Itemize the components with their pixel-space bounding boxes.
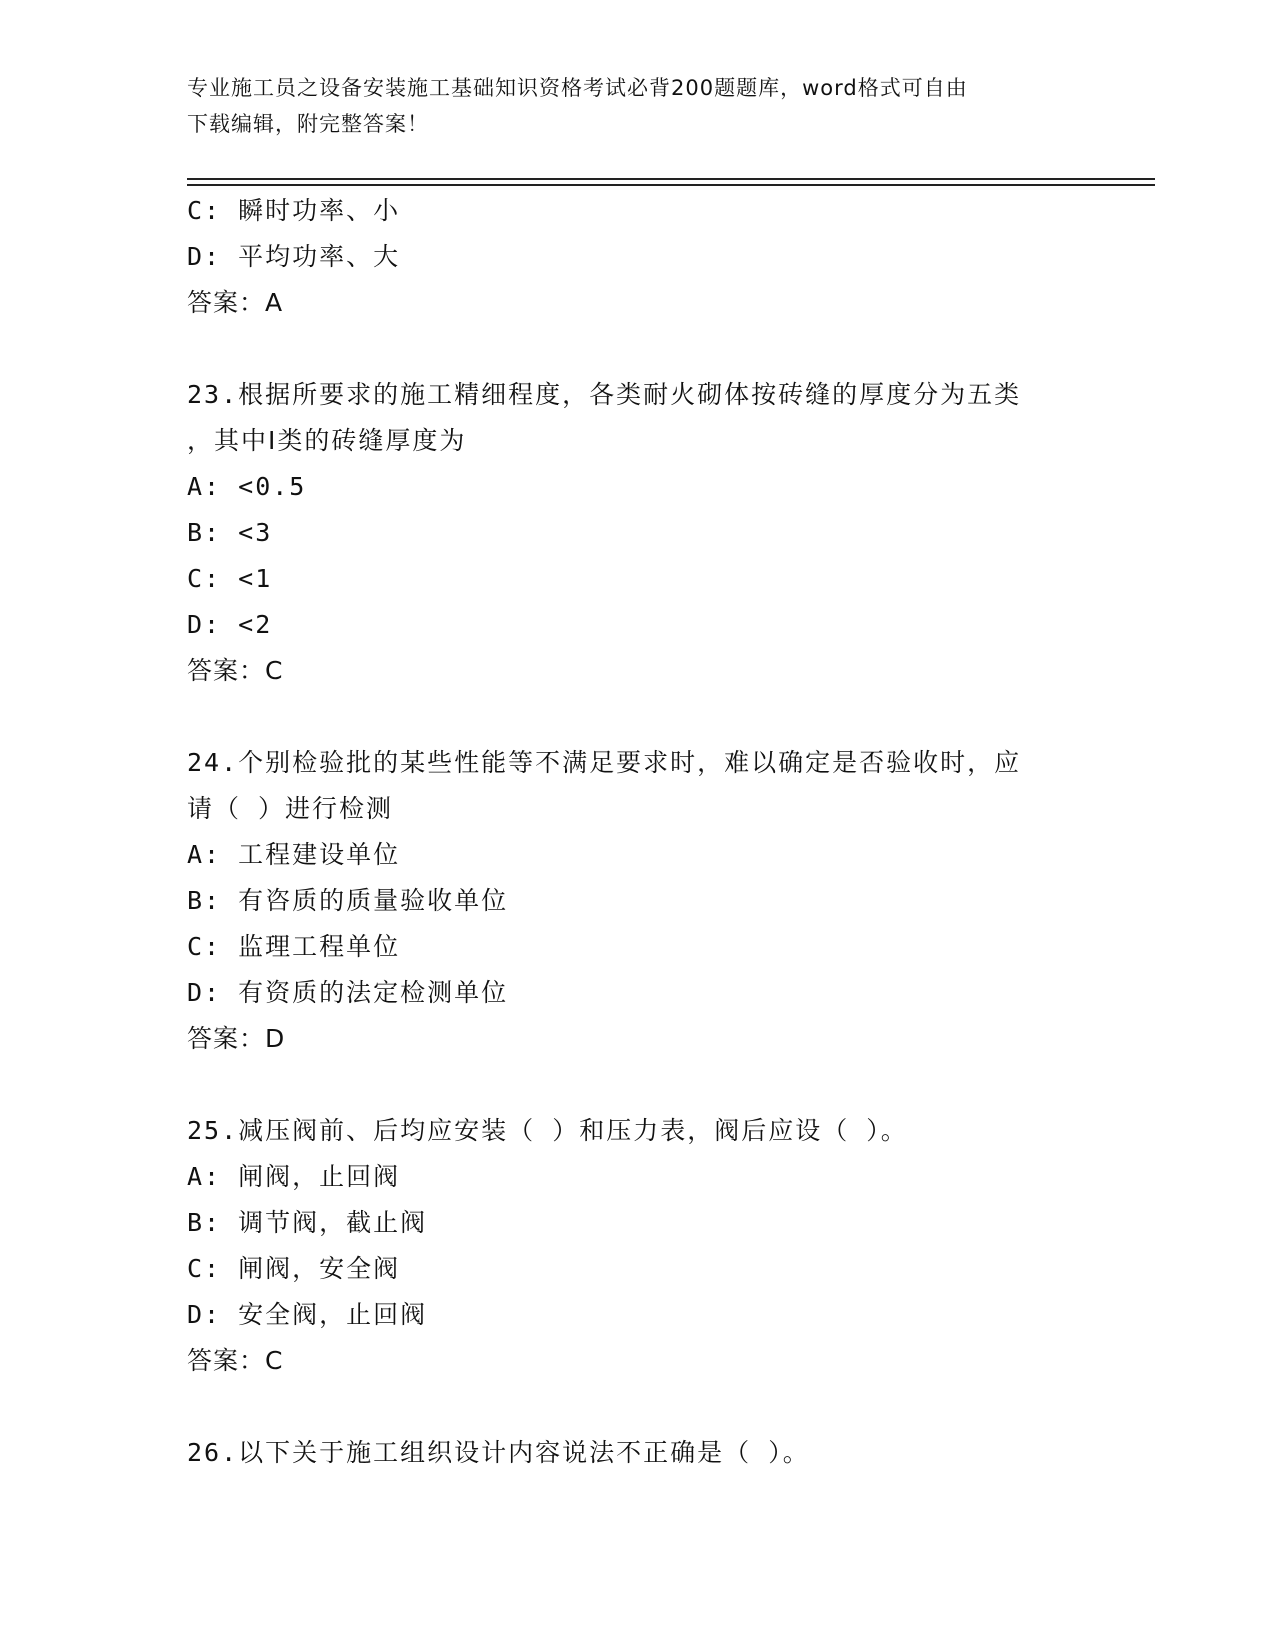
spacer — [187, 1062, 1087, 1108]
question-23 — [187, 372, 1087, 694]
q24-answer: 答案：D — [187, 1024, 286, 1053]
q22-option-c: C: 瞬时功率、小 — [187, 196, 401, 225]
question-22-fragment — [187, 188, 1087, 326]
q23-option-b: B: <3 — [187, 518, 273, 547]
question-26 — [187, 1430, 1087, 1476]
document-header — [187, 70, 1087, 142]
q24-option-d: D: 有资质的法定检测单位 — [187, 978, 509, 1007]
q22-option-d: D: 平均功率、大 — [187, 242, 401, 271]
q23-answer: 答案：C — [187, 656, 284, 685]
q24-option-a: A: 工程建设单位 — [187, 840, 401, 869]
q25-answer: 答案：C — [187, 1346, 284, 1375]
q23-option-c: C: <1 — [187, 564, 273, 593]
spacer — [187, 1384, 1087, 1430]
header-divider-top — [187, 178, 1155, 180]
q22-answer: 答案：A — [187, 288, 284, 317]
q23-stem-line-2: ，其中Ⅰ类的砖缝厚度为 — [187, 426, 467, 455]
header-divider-bottom — [187, 184, 1155, 186]
question-list — [187, 188, 1087, 1476]
q24-option-c: C: 监理工程单位 — [187, 932, 401, 961]
q25-option-a: A: 闸阀，止回阀 — [187, 1162, 401, 1191]
q24-option-b: B: 有咨质的质量验收单位 — [187, 886, 509, 915]
q24-stem-line-2: 请（ ）进行检测 — [187, 794, 394, 823]
question-25 — [187, 1108, 1087, 1384]
q23-stem-line-1: 23.根据所要求的施工精细程度，各类耐火砌体按砖缝的厚度分为五类 — [187, 380, 1022, 409]
q24-stem-line-1: 24.个别检验批的某些性能等不满足要求时，难以确定是否验收时，应 — [187, 748, 1022, 777]
spacer — [187, 694, 1087, 740]
q26-stem-line-1: 26.以下关于施工组织设计内容说法不正确是（ ）。 — [187, 1438, 810, 1467]
q23-option-d: D: <2 — [187, 610, 273, 639]
q25-stem-line-1: 25.减压阀前、后均应安装（ ）和压力表，阀后应设（ ）。 — [187, 1116, 908, 1145]
header-title-line-2: 下载编辑，附完整答案！ — [187, 112, 429, 136]
q25-option-d: D: 安全阀，止回阀 — [187, 1300, 428, 1329]
q25-option-b: B: 调节阀，截止阀 — [187, 1208, 428, 1237]
q25-option-c: C: 闸阀，安全阀 — [187, 1254, 401, 1283]
q23-option-a: A: <0.5 — [187, 472, 307, 501]
spacer — [187, 326, 1087, 372]
header-title-line-1: 专业施工员之设备安装施工基础知识资格考试必背200题题库，word格式可自由 — [187, 76, 968, 100]
question-24 — [187, 740, 1087, 1062]
